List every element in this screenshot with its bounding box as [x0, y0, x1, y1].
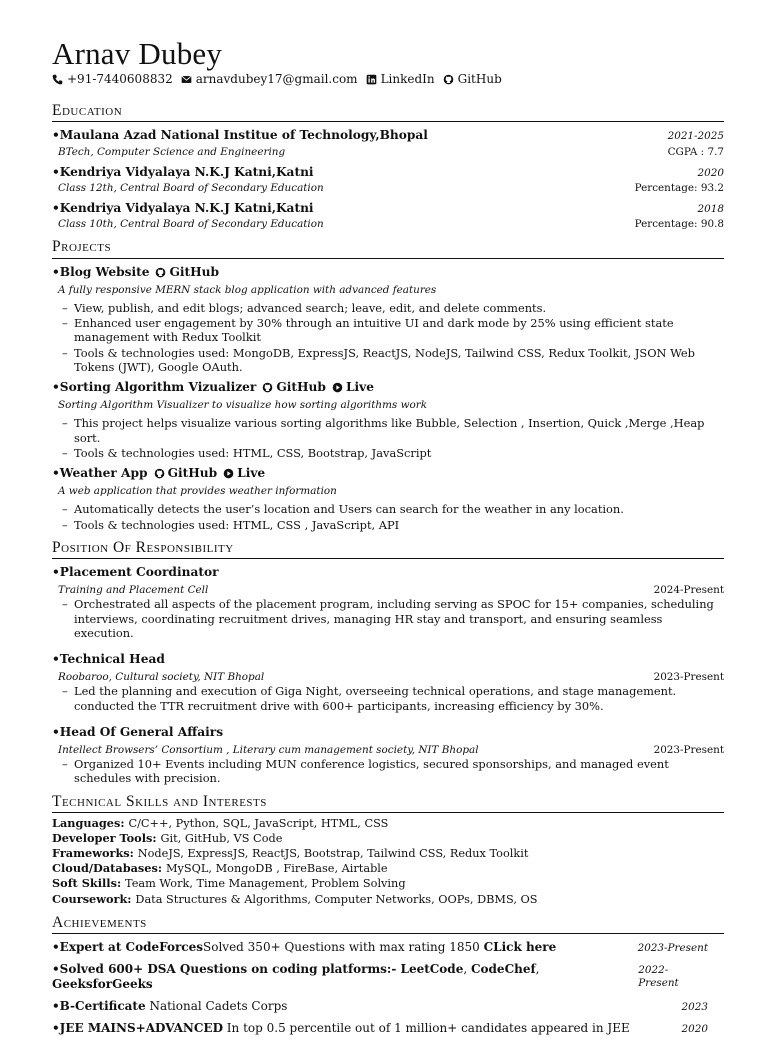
- project-title: Weather App: [59, 466, 148, 480]
- github-icon: [443, 74, 454, 85]
- project-title: Sorting Algorithm Vizualizer: [59, 380, 257, 394]
- skill-line: Cloud/Databases: MySQL, MongoDB , FireBase, Airtable: [52, 861, 388, 876]
- responsibility-entry: [52, 652, 724, 713]
- degree: Class 10th, Central Board of Secondary Education: [58, 218, 324, 231]
- achievement-title: JEE MAINS+ADVANCED: [59, 1021, 223, 1036]
- school-name: Kendriya Vidyalaya N.K.J Katni,Katni: [59, 164, 314, 179]
- list-item: – Led the planning and execution of Giga Night, overseeing technical operations, and stage management. conducted the TTR recruitment drive with 600+ participants, increasing efficiency by 30%.: [62, 684, 724, 713]
- project-bullets: [52, 502, 724, 532]
- phone-number: +91-7440608832: [67, 72, 173, 86]
- education-entry: [52, 128, 724, 158]
- achievement-title: Solved 600+ DSA Questions on coding platforms:- LeetCode: [59, 962, 464, 977]
- responsibility-heading: Position Of Responsibility: [52, 538, 724, 559]
- project-description: A fully responsive MERN stack blog application with advanced features: [58, 283, 437, 296]
- project-live-link[interactable]: Live: [223, 466, 265, 481]
- skill-line: Frameworks: NodeJS, ExpressJS, ReactJS, Bootstrap, Tailwind CSS, Redux Toolkit: [52, 846, 529, 861]
- achievements-list: [52, 940, 724, 1036]
- position-date: 2024-Present: [653, 584, 724, 597]
- education-heading: Education: [52, 101, 724, 122]
- list-item: – Tools & technologies used: HTML, CSS , JavaScript, API: [62, 518, 724, 532]
- project-description: A web application that provides weather information: [58, 485, 337, 498]
- position-title: Technical Head: [59, 652, 165, 667]
- skill-label: Coursework: [52, 891, 128, 906]
- projects-list: [52, 265, 724, 532]
- position-bullets: [52, 597, 724, 640]
- linkedin-link[interactable]: [366, 72, 435, 87]
- list-item: – Organized 10+ Events including MUN conference logistics, secured sponsorships, and managed event schedules with precision.: [62, 757, 724, 786]
- education-date: 2018: [697, 202, 724, 215]
- play-circle-icon: [332, 382, 343, 393]
- skill-line: Soft Skills: Team Work, Time Management, Problem Solving: [52, 876, 406, 891]
- school-name: Kendriya Vidyalaya N.K.J Katni,Katni: [59, 200, 314, 215]
- github-icon: [155, 267, 166, 278]
- skill-value: Data Structures & Algorithms, Computer Networks, OOPs, DBMS, OS: [135, 892, 538, 906]
- skill-label: Soft Skills: [52, 876, 117, 891]
- projects-heading: Projects: [52, 237, 724, 258]
- education-entry: [52, 201, 724, 231]
- responsibility-list: [52, 565, 724, 786]
- position-date: 2023-Present: [653, 671, 724, 684]
- linkedin-label: LinkedIn: [380, 72, 435, 86]
- score: Percentage: 90.8: [634, 218, 724, 231]
- play-circle-icon: [223, 468, 234, 479]
- skill-value: Git, GitHub, VS Code: [160, 832, 283, 846]
- project-github-link[interactable]: GitHub: [262, 380, 326, 395]
- list-item: – View, publish, and edit blogs; advanced search; leave, edit, and delete comments.: [62, 301, 724, 315]
- list-item: – Tools & technologies used: MongoDB, ExpressJS, ReactJS, NodeJS, Tailwind CSS, Redux Toolkit, JSON Web Tokens (JWT), Google OAuth.: [62, 346, 724, 375]
- github-icon: [262, 382, 273, 393]
- skill-line: Languages: C/C++, Python, SQL, JavaScript, HTML, CSS: [52, 816, 389, 830]
- skill-value: C/C++, Python, SQL, JavaScript, HTML, CSS: [128, 817, 389, 830]
- envelope-icon: [181, 74, 192, 85]
- position-bullets: [52, 757, 724, 786]
- resume-page: [52, 36, 724, 1043]
- list-item: – This project helps visualize various sorting algorithms like Bubble, Selection , Insertion, Quick ,Merge ,Heap sort.: [62, 416, 724, 445]
- github-link[interactable]: [443, 72, 502, 87]
- achievement-date: 2022-Present: [638, 964, 679, 990]
- achievements-heading: Achievements: [52, 913, 724, 934]
- education-list: [52, 128, 724, 231]
- degree: Class 12th, Central Board of Secondary Education: [58, 181, 324, 194]
- project-github-link[interactable]: GitHub: [154, 466, 218, 481]
- project-bullets: [52, 416, 724, 460]
- achievement-text: Solved 350+ Questions with max rating 1850: [203, 940, 484, 955]
- achievement-entry: [52, 940, 724, 955]
- achievement-title: B-Certificate: [59, 999, 146, 1014]
- education-date: 2020: [697, 166, 724, 179]
- skills-list: [52, 816, 724, 907]
- list-item: – Orchestrated all aspects of the placement program, including serving as SPOC for 15+ companies, scheduling interviews, coordinating recruitment drives, managing HR stay and transport, and ensuring seamless execution.: [62, 597, 724, 640]
- list-item: – Tools & technologies used: HTML, CSS, Bootstrap, JavaScript: [62, 446, 724, 460]
- list-item: – Automatically detects the user’s location and Users can search for the weather in any location.: [62, 502, 724, 516]
- linkedin-icon: [366, 74, 377, 85]
- achievement-entry: • Solved 600+ DSA Questions on coding platforms:- LeetCode, CodeChef, GeeksforGeeks 2022-Present: [52, 962, 724, 992]
- responsibility-entry: [52, 565, 724, 640]
- phone-icon: [52, 74, 63, 85]
- degree: BTech, Computer Science and Engineering: [58, 145, 286, 158]
- position-date: 2023-Present: [653, 744, 724, 757]
- email-contact[interactable]: [181, 72, 358, 87]
- organization: Training and Placement Cell: [58, 584, 209, 597]
- skill-label: Cloud/Databases: [52, 861, 158, 876]
- education-date: 2021-2025: [667, 130, 724, 143]
- skill-value: MySQL, MongoDB , FireBase, Airtable: [165, 862, 388, 876]
- github-icon: [154, 468, 165, 479]
- achievement-link[interactable]: GeeksforGeeks: [52, 977, 153, 992]
- project-bullets: [52, 301, 724, 374]
- achievement-text: In top 0.5 percentile out of 1 million+ candidates appeared in JEE: [222, 1021, 630, 1036]
- achievement-date: 2023: [681, 1001, 708, 1014]
- responsibility-entry: [52, 725, 724, 786]
- achievement-date: 2020: [681, 1023, 708, 1036]
- email-address: arnavdubey17@gmail.com: [195, 72, 358, 86]
- skills-heading: Technical Skills and Interests: [52, 792, 724, 813]
- skill-label: Developer Tools: [52, 831, 153, 846]
- achievement-text: National Cadets Corps: [145, 999, 288, 1014]
- score: CGPA : 7.7: [667, 145, 724, 158]
- organization: Roobaroo, Cultural society, NIT Bhopal: [58, 671, 265, 684]
- project-entry: [52, 466, 724, 532]
- achievement-link[interactable]: CLick here: [483, 940, 557, 955]
- position-title: Head Of General Affairs: [59, 724, 224, 739]
- position-title: Placement Coordinator: [59, 565, 219, 580]
- position-bullets: [52, 684, 724, 713]
- score: Percentage: 93.2: [634, 181, 724, 194]
- project-entry: [52, 380, 724, 460]
- project-live-link[interactable]: Live: [332, 380, 374, 395]
- skill-value: NodeJS, ExpressJS, ReactJS, Bootstrap, Tailwind CSS, Redux Toolkit: [137, 847, 529, 861]
- education-entry: [52, 165, 724, 195]
- project-entry: [52, 265, 724, 375]
- phone-contact[interactable]: [52, 72, 173, 87]
- project-github-link[interactable]: GitHub: [155, 265, 219, 280]
- achievement-entry: [52, 999, 724, 1014]
- project-description: Sorting Algorithm Visualizer to visualize how sorting algorithms work: [58, 399, 427, 412]
- achievement-entry: [52, 1021, 724, 1036]
- achievement-date: 2023-Present: [637, 942, 708, 955]
- organization: Intellect Browsers’ Consortium , Literary cum management society, NIT Bhopal: [58, 744, 479, 757]
- skill-label: Frameworks: [52, 846, 130, 861]
- achievement-title: Expert at CodeForces: [59, 940, 204, 955]
- github-label: GitHub: [457, 72, 502, 86]
- skill-label: Languages: [52, 816, 121, 830]
- candidate-name: Arnav Dubey: [52, 36, 223, 71]
- skill-line: Developer Tools: Git, GitHub, VS Code: [52, 831, 283, 846]
- skill-value: Team Work, Time Management, Problem Solving: [125, 877, 406, 891]
- achievement-link[interactable]: CodeChef: [470, 962, 536, 977]
- list-item: – Enhanced user engagement by 30% through an intuitive UI and dark mode by 25% using efficient state management with Redux Toolkit: [62, 316, 724, 345]
- contact-bar: [52, 72, 724, 87]
- skill-line: Coursework: Data Structures & Algorithms, Computer Networks, OOPs, DBMS, OS: [52, 891, 538, 906]
- project-title: Blog Website: [59, 264, 150, 279]
- school-name: Maulana Azad National Institue of Technology,Bhopal: [59, 128, 428, 143]
